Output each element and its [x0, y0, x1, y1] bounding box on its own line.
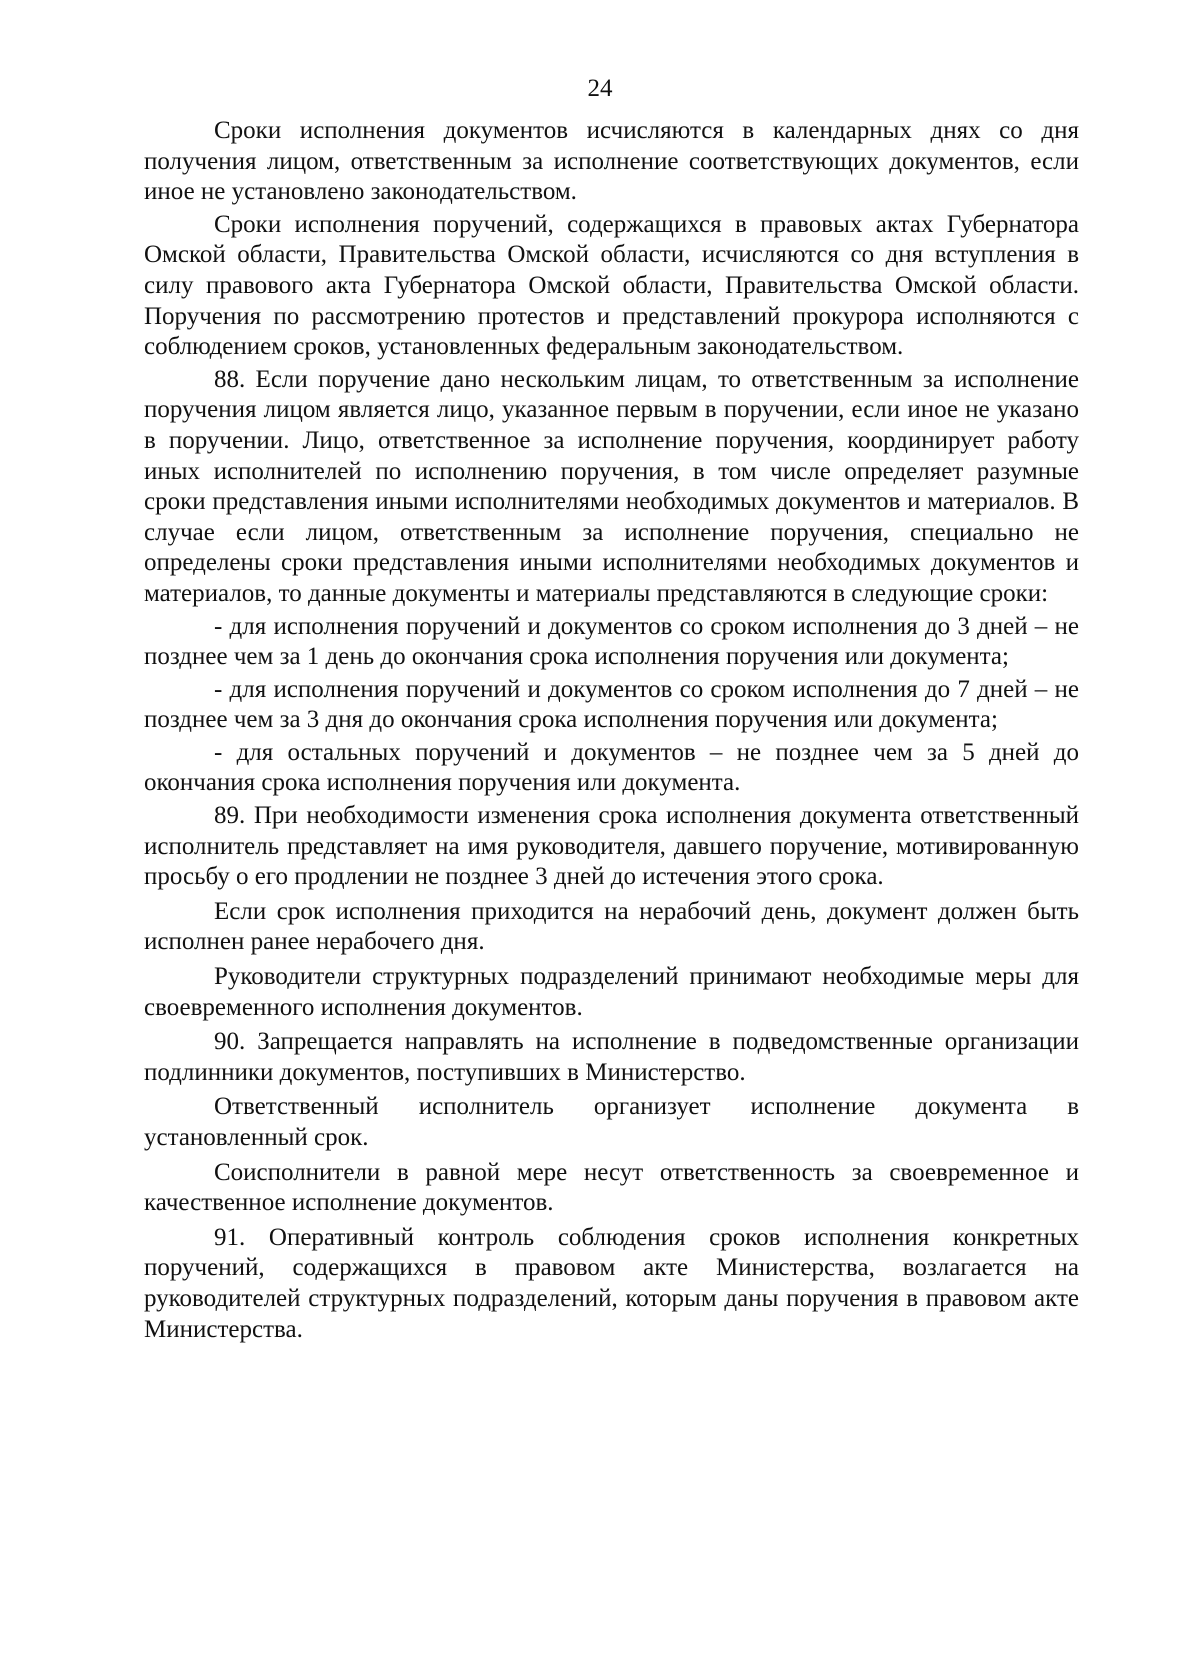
- list-item-other: - для остальных поручений и документов – не позднее чем за 5 дней до окончания срока исполнения поручения или документа.: [144, 738, 1079, 797]
- paragraph-item-88: 88. Если поручение дано нескольким лицам, то ответственным за исполнение поручения лицом является лицо, указанное первым в поручении, если иное не указано в поручении. Лицо, ответственное за исполнение поручения, координирует работу иных исполнителей по исполнению поручения, в том числе определяет разумные сроки представления иными исполнителями необходимых документов и материалов. В случае если лицом, ответственным за исполнение поручения, специально не определены сроки представления иными исполнителями необходимых документов и материалов, то данные документы и материалы представляются в следующие сроки:: [144, 365, 1079, 607]
- paragraph-responsible-executor: Ответственный исполнитель организует исполнение документа в установленный срок.: [144, 1093, 1079, 1151]
- paragraph-heads-measures: Руководители структурных подразделений принимают необходимые меры для своевременного исполнения документов.: [144, 963, 1079, 1021]
- paragraph-co-executors: Соисполнители в равной мере несут ответственность за своевременное и качественное исполнение документов.: [144, 1158, 1079, 1217]
- list-item-3-days: - для исполнения поручений и документов со сроком исполнения до 3 дней – не позднее чем за 1 день до окончания срока исполнения поручения или документа;: [144, 612, 1079, 671]
- paragraph-item-91: 91. Оперативный контроль соблюдения сроков исполнения конкретных поручений, содержащихся в правовом акте Министерства, возлагается на руководителей структурных подразделений, которым даны поручения в правовом акте Министерства.: [144, 1223, 1079, 1343]
- paragraph-governor-acts-deadlines: Сроки исполнения поручений, содержащихся в правовых актах Губернатора Омской области, Правительства Омской области, исчисляются со дня вступления в силу правового акта Губернатора Омской области, Правительства Омской области. Поручения по рассмотрению протестов и представлений прокурора исполняются с соблюдением сроков, установленных федеральным законодательством.: [144, 210, 1079, 361]
- page-number: 24: [587, 75, 613, 102]
- document-body: [144, 116, 1079, 1345]
- paragraph-item-90: 90. Запрещается направлять на исполнение в подведомственные организации подлинники документов, поступивших в Министерство.: [144, 1028, 1079, 1086]
- paragraph-non-working-day: Если срок исполнения приходится на нерабочий день, документ должен быть исполнен ранее нерабочего дня.: [144, 897, 1079, 956]
- paragraph-item-89: 89. При необходимости изменения срока исполнения документа ответственный исполнитель представляет на имя руководителя, давшего поручение, мотивированную просьбу о его продлении не позднее 3 дней до истечения этого срока.: [144, 802, 1079, 891]
- paragraph-deadlines-calculation: Сроки исполнения документов исчисляются в календарных днях со дня получения лицом, ответственным за исполнение соответствующих документов, если иное не установлено законодательством.: [144, 117, 1079, 206]
- list-item-7-days: - для исполнения поручений и документов со сроком исполнения до 7 дней – не позднее чем за 3 дня до окончания срока исполнения поручения или документа;: [144, 675, 1079, 734]
